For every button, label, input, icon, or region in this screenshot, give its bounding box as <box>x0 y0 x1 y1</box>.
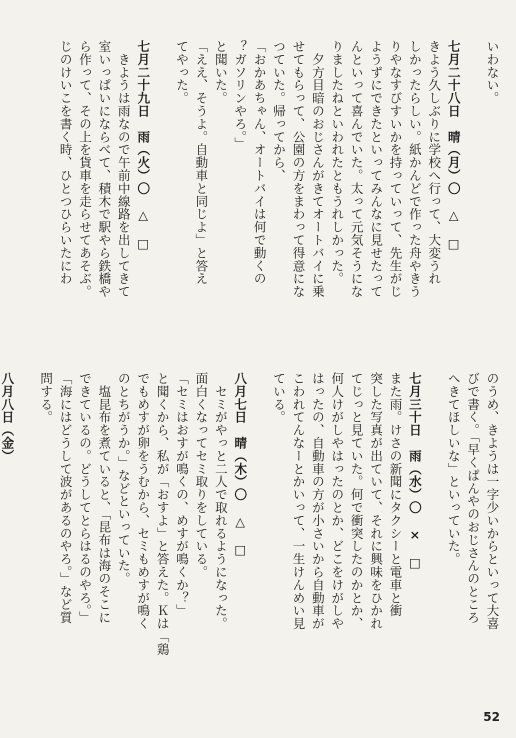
text-column: できているの。どうしてとらはるのやろ。」 <box>77 372 93 624</box>
text-column: じのけいこを書く時、ひとつひらいたにわ <box>58 40 74 286</box>
text-column: 七月三十日 雨（水）〇 × □ <box>407 372 423 571</box>
text-column: また雨。けさの新聞にタクシーと電車と衝 <box>387 372 403 618</box>
text-column: きようは雨なので午前中線路を出してきて <box>116 40 132 298</box>
text-column: んといって喜んでいた。太って元気そうにな <box>349 40 365 298</box>
text-column: きよう久しぶりに学校へ行って、大変うれ <box>426 40 442 286</box>
text-column: 塩昆布を煮ていると、「昆布は海のそこに <box>96 372 112 624</box>
text-column: 「おかあちゃん、オートバイは何で動くの <box>252 40 268 286</box>
text-column: てやった。 <box>174 40 190 105</box>
text-column: いわない。 <box>485 40 500 105</box>
text-column: つていた。帰ってから、 <box>271 40 287 182</box>
text-column: ら作って、その上を貨車を走らせてあそぶ。 <box>77 40 93 298</box>
text-column: 問する。 <box>38 372 54 424</box>
text-column: びで書く。「早くぱんやのおじさんのところ <box>465 372 481 624</box>
text-column: でもめすが卵をうむから、セミもめすが鳴く <box>135 372 151 630</box>
text-column: 突した写真が出ていて、それに興味をひかれ <box>368 372 384 630</box>
text-column: のとちがうか。」などといっていた。 <box>116 372 132 586</box>
text-column: 七月二十九日 雨（火）〇 △ □ <box>135 40 151 252</box>
text-column: 七月二十八日 晴（月）〇 △ □ <box>446 40 462 252</box>
text-column: はったの、自動車の方が小さいから自動車が <box>310 372 326 630</box>
lower-text-block <box>0 372 502 678</box>
text-column: 「ええ、そうよ。自動車と同じよ」と答え <box>193 40 209 286</box>
text-column: 八月七日 晴（木）〇 △ □ <box>232 372 248 558</box>
text-column: 面白くなってセミ取りをしている。 <box>193 372 209 579</box>
text-column: のうめ、きようは一字少いからといって大喜 <box>485 372 500 630</box>
text-column: せてもらって、公園の方をまわって得意にな <box>290 40 306 298</box>
text-column: ている。 <box>271 372 287 424</box>
text-column: 「海にはどうして波があるのやろ。」など質 <box>58 372 74 624</box>
text-column <box>250 372 269 678</box>
text-column: ようずにできたといってみんなに見せたって <box>368 40 384 298</box>
text-column: へきてほしいな」といっていた。 <box>446 372 462 566</box>
text-column: セミがやっと二人で取れるようになった。 <box>213 372 229 630</box>
text-column: 夕方目暗のおじさんがきてオートバイに乗 <box>310 40 326 298</box>
text-column: 室いっぱいにならべて、積木で駅やら鉄橋や <box>96 40 112 298</box>
text-column <box>463 40 482 354</box>
text-column: と聞いた。 <box>213 40 229 105</box>
text-column <box>153 40 172 354</box>
text-column: りやなすびすいかを持っていって、先生がじ <box>387 40 403 298</box>
text-column: と聞くから、私が「おすよ」と答えた。Ｋは「鶏 <box>155 372 171 656</box>
text-column <box>424 372 443 678</box>
text-column: 八月八日（金） <box>0 372 15 463</box>
upper-text-block <box>14 40 502 354</box>
text-column: こわれてんなーとかいって、一生けんめい見 <box>290 372 306 630</box>
text-column <box>17 372 36 678</box>
text-column: りましたねといわれたともうれしかった。 <box>329 40 345 286</box>
text-column: てじっと見ていた。何で衝突したのかとか、 <box>349 372 365 630</box>
text-column: ？ガソリンやろ。」 <box>232 40 248 150</box>
page-number: 52 <box>483 710 500 724</box>
text-column: しかったらしい。紙かんどで作った舟やきう <box>407 40 423 298</box>
text-column: 何人けがしやはったのとか、どこをけがしや <box>329 372 345 630</box>
text-column: 「セミはおすが鳴くの、めすが鳴くか？」 <box>174 372 190 618</box>
